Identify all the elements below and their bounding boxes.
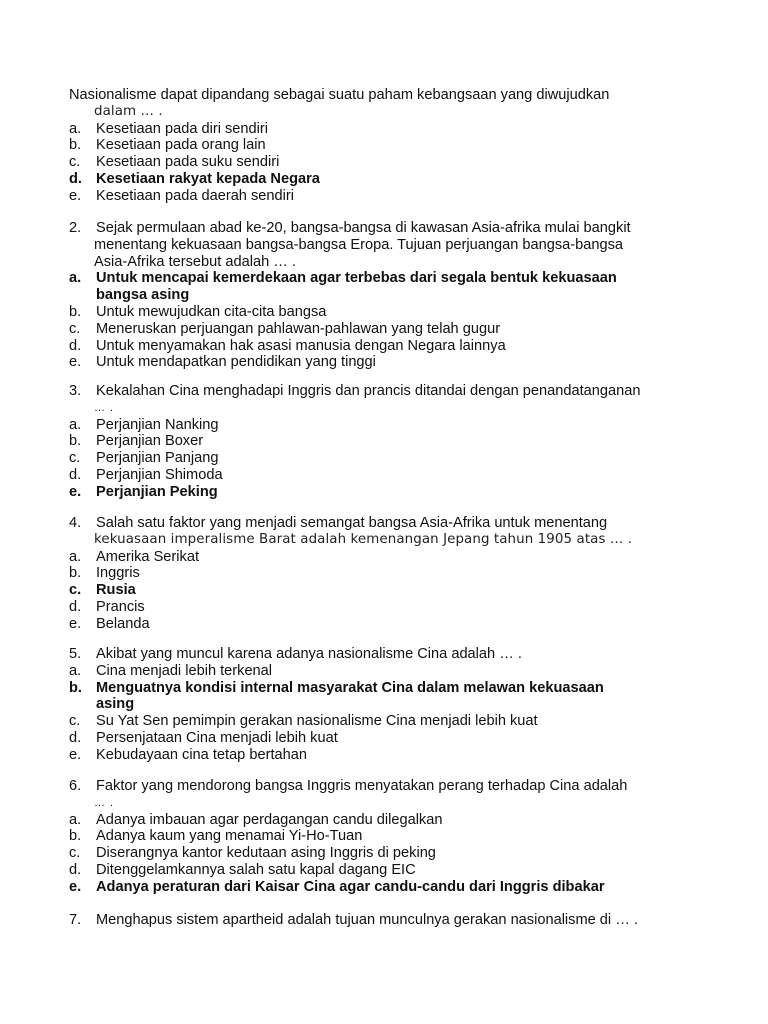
- option-d: d. Perjanjian Shimoda: [69, 466, 223, 483]
- option-b: b. Inggris: [69, 565, 140, 582]
- option-d: d. Prancis: [69, 598, 145, 615]
- option-c: c. Su Yat Sen pemimpin gerakan nasionalisme Cina menjadi lebih kuat: [69, 713, 538, 730]
- question-stem-line: 5. Akibat yang muncul karena adanya nasionalisme Cina adalah … .: [69, 646, 522, 662]
- question-1: [69, 87, 709, 205]
- option-b: b. Adanya kaum yang menamai Yi-Ho-Tuan: [69, 828, 363, 845]
- option-b-answer: b. Menguatnya kondisi internal masyarakat Cina dalam melawan kekuasaan: [69, 679, 604, 696]
- option-c-answer: c. Rusia: [69, 582, 136, 599]
- option-b: b. Untuk mewujudkan cita-cita bangsa: [69, 303, 327, 320]
- option-b: b. Kesetiaan pada orang lain: [69, 137, 266, 154]
- question-7: [69, 912, 709, 929]
- question-4: [69, 515, 709, 633]
- option-e: e. Kesetiaan pada daerah sendiri: [69, 187, 294, 204]
- question-stem-line: … .: [94, 796, 115, 809]
- question-stem-line: 3. Kekalahan Cina menghadapi Inggris dan prancis ditandai dengan penandatanganan: [69, 383, 641, 399]
- question-stem-line: … .: [94, 401, 115, 414]
- option-c: c. Meneruskan perjuangan pahlawan-pahlawan yang telah gugur: [69, 320, 501, 337]
- question-stem-line: kekuasaan imperalisme Barat adalah kemenangan Jepang tahun 1905 atas … .: [94, 531, 633, 547]
- option-b: b. Perjanjian Boxer: [69, 433, 204, 450]
- option-a-answer: a. Untuk mencapai kemerdekaan agar terbebas dari segala bentuk kekuasaan: [69, 270, 617, 287]
- question-number: 5.: [69, 646, 82, 662]
- question-stem-line: Nasionalisme dapat dipandang sebagai suatu paham kebangsaan yang diwujudkan: [69, 87, 610, 103]
- question-5: [69, 646, 709, 764]
- option-c: c. Kesetiaan pada suku sendiri: [69, 154, 280, 171]
- question-stem-line: menentang kekuasaan bangsa-bangsa Eropa. Tujuan perjuangan bangsa-bangsa: [94, 236, 624, 253]
- option-a: a. Kesetiaan pada diri sendiri: [69, 120, 268, 137]
- option-d: d. Ditenggelamkannya salah satu kapal dagang EIC: [69, 861, 416, 878]
- option-a: a. Amerika Serikat: [69, 548, 199, 565]
- option-d: d. Untuk menyamakan hak asasi manusia dengan Negara lainnya: [69, 337, 506, 354]
- question-stem-line: 7. Menghapus sistem apartheid adalah tujuan munculnya gerakan nasionalisme di … .: [69, 912, 638, 928]
- option-a: a. Adanya imbauan agar perdagangan candu dilegalkan: [69, 811, 443, 828]
- question-number: 2.: [69, 220, 82, 236]
- question-6: [69, 778, 709, 896]
- option-d-answer: d. Kesetiaan rakyat kepada Negara: [69, 170, 320, 187]
- option-a: a. Perjanjian Nanking: [69, 416, 219, 433]
- question-stem-line: 4. Salah satu faktor yang menjadi semangat bangsa Asia-Afrika untuk menentang: [69, 515, 608, 531]
- question-stem-line: 2. Sejak permulaan abad ke-20, bangsa-bangsa di kawasan Asia-afrika mulai bangkit: [69, 220, 631, 236]
- option-a-answer-continued: bangsa asing: [96, 287, 190, 304]
- option-e: e. Belanda: [69, 615, 150, 632]
- option-e-answer: e. Adanya peraturan dari Kaisar Cina agar candu-candu dari Inggris dibakar: [69, 878, 605, 895]
- question-stem-line: 6. Faktor yang mendorong bangsa Inggris menyatakan perang terhadap Cina adalah: [69, 778, 628, 794]
- option-a: a. Cina menjadi lebih terkenal: [69, 662, 273, 679]
- question-number: 4.: [69, 515, 82, 531]
- question-3: [69, 383, 709, 501]
- option-c: c. Diserangnya kantor kedutaan asing Inggris di peking: [69, 845, 436, 862]
- option-e-answer: e. Perjanjian Peking: [69, 483, 218, 500]
- option-e: e. Kebudayaan cina tetap bertahan: [69, 746, 307, 763]
- question-2: [69, 220, 709, 371]
- option-b-answer-continued: asing: [96, 696, 135, 713]
- question-stem-line: dalam … .: [94, 103, 163, 119]
- option-e: e. Untuk mendapatkan pendidikan yang tinggi: [69, 354, 376, 371]
- option-c: c. Perjanjian Panjang: [69, 450, 219, 467]
- question-number: 6.: [69, 778, 82, 794]
- question-number: 7.: [69, 912, 82, 928]
- option-d: d. Persenjataan Cina menjadi lebih kuat: [69, 729, 338, 746]
- question-number: 3.: [69, 383, 82, 399]
- question-stem-line: Asia-Afrika tersebut adalah … .: [94, 253, 296, 270]
